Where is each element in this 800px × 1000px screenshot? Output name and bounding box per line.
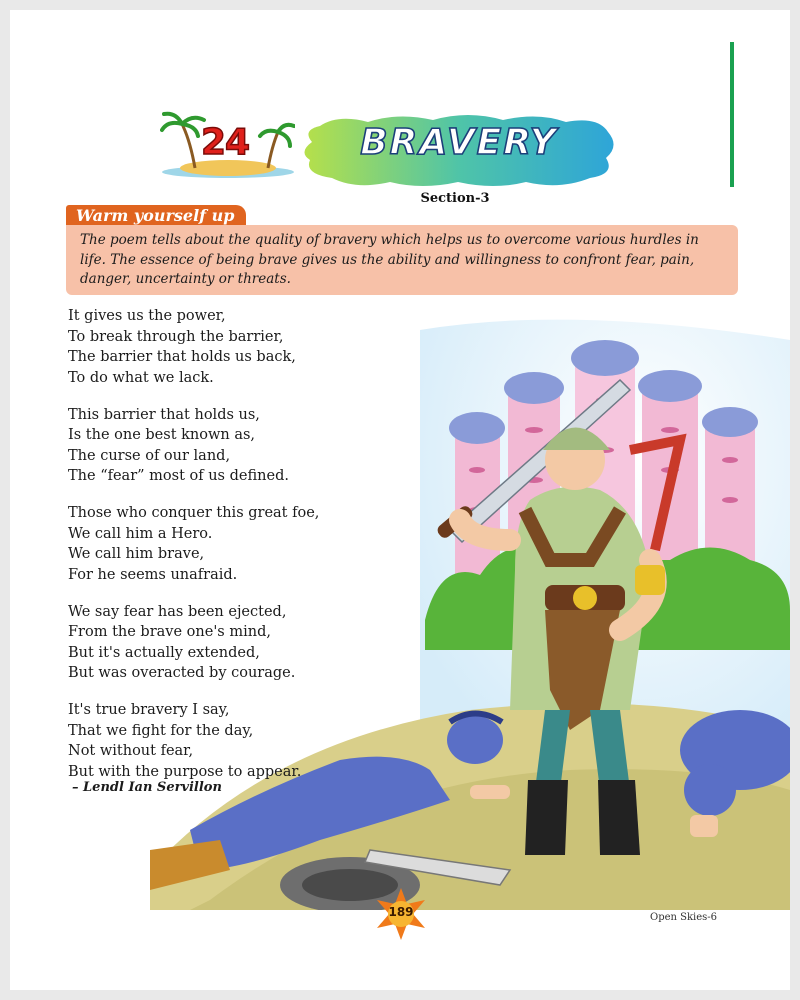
poem-line: But was overacted by courage.: [68, 665, 296, 681]
textbook-page: [10, 10, 790, 990]
poem-line: But with the purpose to appear.: [68, 763, 302, 780]
poem-line: The “fear” most of us defined.: [68, 468, 289, 484]
poem-line: It's true bravery I say,: [68, 702, 230, 718]
book-name: Open Skies-6: [650, 912, 718, 923]
stanza: [68, 306, 368, 388]
page-number: 189: [388, 905, 414, 919]
poem-line: We call him a Hero.: [68, 525, 213, 542]
poem-line: The barrier that holds us back,: [68, 349, 296, 365]
poem-author: – Lendl Ian Servillon: [72, 780, 222, 795]
stanza: [68, 700, 368, 782]
stanza: [68, 405, 368, 487]
poem-line: This barrier that holds us,: [68, 406, 260, 423]
poem-line: Those who conquer this great foe,: [68, 505, 320, 521]
green-margin-rule: [730, 42, 734, 187]
warm-up-text: The poem tells about the quality of bravery which helps us to overcome various hurdles in life. The essence of being brave gives us the ability and willingness to confront fear, pain, danger, uncertainty or threats.: [80, 232, 699, 287]
poem-line: Not without fear,: [68, 743, 194, 759]
chapter-number: 24: [200, 122, 250, 163]
warm-up-box: [66, 225, 738, 295]
poem-line: For he seems unafraid.: [68, 566, 238, 583]
stanza: [68, 602, 368, 684]
poem-line: It gives us the power,: [68, 308, 226, 324]
section-label: Section-3: [420, 191, 490, 206]
warm-up-label: Warm yourself up: [66, 205, 246, 227]
poem-line: We say fear has been ejected,: [68, 603, 287, 620]
poem-line: We call him brave,: [68, 546, 205, 562]
poem-line: Is the one best known as,: [68, 427, 256, 443]
poem-line: The curse of our land,: [68, 447, 231, 464]
poem-line: From the brave one's mind,: [68, 624, 271, 640]
poem-line: To do what we lack.: [68, 369, 214, 386]
stanza: [68, 503, 368, 585]
poem: [68, 306, 368, 799]
chapter-title: BRAVERY: [360, 122, 558, 163]
poem-line: But it's actually extended,: [68, 644, 260, 661]
poem-line: To break through the barrier,: [68, 328, 284, 345]
poem-line: That we fight for the day,: [68, 722, 254, 739]
